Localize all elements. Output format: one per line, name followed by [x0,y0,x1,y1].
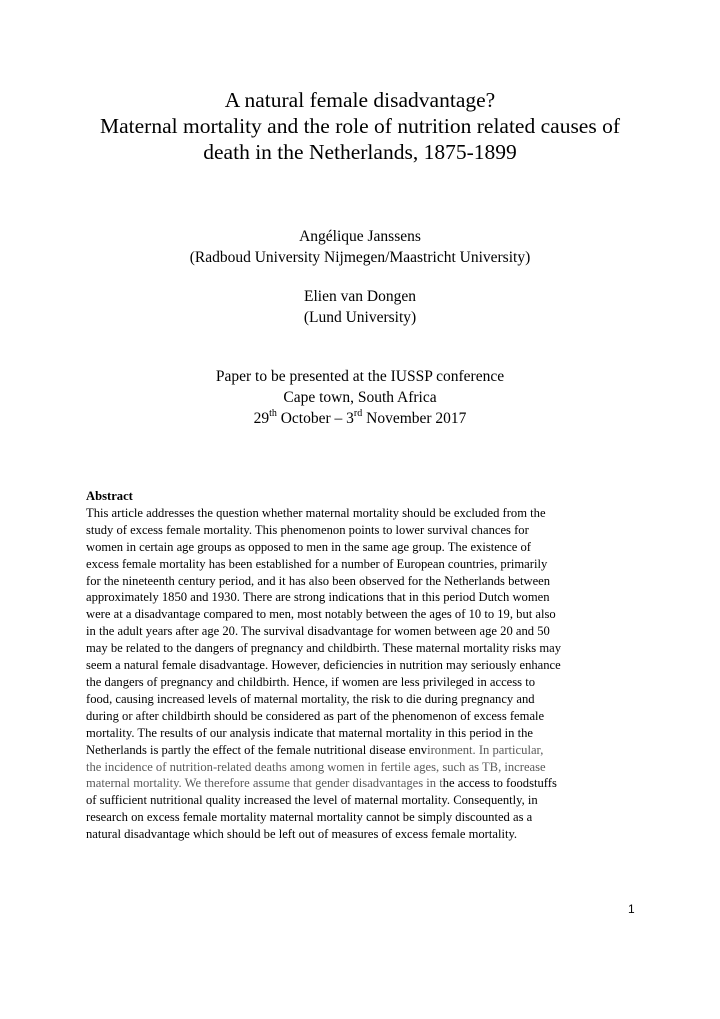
author-name: Elien van Dongen [304,288,416,305]
abstract-line [86,775,646,792]
abstract-text: he access to foodstuffs [442,776,557,791]
abstract-line: in the adult years after age 20. The survival disadvantage for women between age 20 and 50 [86,624,550,639]
date-day-start: 29 [253,410,270,427]
abstract-line: approximately 1850 and 1930. There are strong indications that in this period Dutch women [86,590,550,605]
abstract-line: the incidence of nutrition-related deaths among women in fertile ages, such as TB, increase [86,759,546,774]
author-block [60,226,660,268]
abstract-line: during or after childbirth should be considered as part of the phenomenon of excess female [86,708,545,723]
abstract-text-grey: ironment. In particular, [427,742,544,757]
conference-name: Paper to be presented at the IUSSP conference [215,368,505,385]
page-number: 1 [628,902,635,916]
abstract-line: women in certain age groups as opposed to men in the same age group. The existence of [86,539,531,554]
title-line: A natural female disadvantage? [224,88,496,112]
abstract-line: natural disadvantage which should be left out of measures of excess female mortality. [86,827,518,842]
abstract-heading: Abstract [86,489,133,503]
abstract-text: Netherlands is partly the effect of the female nutritional disease env [86,742,428,757]
conference-info [60,366,660,429]
date-middle: October – 3 [276,410,354,427]
title-line: death in the Netherlands, 1875-1899 [203,140,517,164]
abstract-line [86,742,646,759]
abstract-line: mortality. The results of our analysis indicate that maternal mortality in this period in the [86,725,533,740]
author-name: Angélique Janssens [299,228,421,245]
author-affiliation: (Radboud University Nijmegen/Maastricht University) [189,249,531,266]
abstract-line: seem a natural female disadvantage. However, deficiencies in nutrition may seriously enhance [86,658,561,673]
paper-title [60,87,660,165]
title-line: Maternal mortality and the role of nutrition related causes of [100,114,620,138]
abstract-text-grey: maternal mortality. We therefore assume that gender disadvantages in t [86,776,443,791]
date-end: November 2017 [362,410,467,427]
date-suffix-start: th [269,407,277,419]
abstract-line: of sufficient nutritional quality increased the level of maternal mortality. Consequently, in [86,793,538,808]
abstract-line: research on excess female mortality maternal mortality cannot be simply discounted as a [86,810,533,825]
author-affiliation: (Lund University) [303,309,417,326]
abstract-line: food, causing increased levels of maternal mortality, the risk to die during pregnancy and [86,691,535,706]
abstract-section [86,488,646,843]
abstract-line: the dangers of pregnancy and childbirth. Hence, if women are less privileged in access to [86,674,536,689]
conference-location: Cape town, South Africa [283,389,437,406]
abstract-line: This article addresses the question whether maternal mortality should be excluded from the [86,505,546,520]
abstract-line: excess female mortality has been established for a number of European countries, primarily [86,556,548,571]
author-block [60,286,660,328]
abstract-line: may be related to the dangers of pregnancy and childbirth. These maternal mortality risks may [86,641,562,656]
abstract-line: for the nineteenth century period, and it has also been observed for the Netherlands between [86,573,551,588]
date-suffix-end: rd [353,407,363,419]
abstract-line: study of excess female mortality. This phenomenon points to lower survival chances for [86,522,529,537]
conference-date [60,408,660,429]
abstract-line: were at a disadvantage compared to men, most notably between the ages of 10 to 19, but also [86,607,556,622]
